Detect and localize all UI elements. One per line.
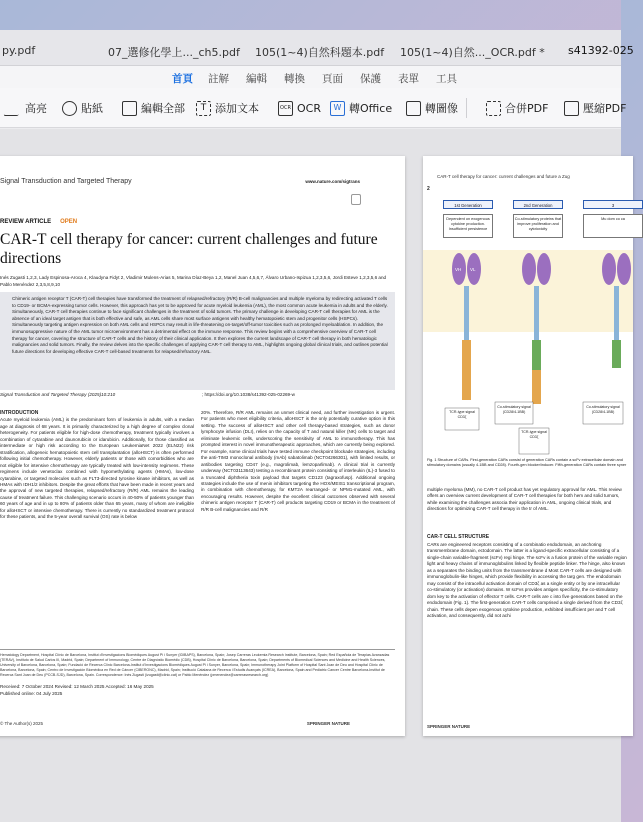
intro-text-continued: 20%. Therefore, R/R AML remains an unmet clinical need, and further investigation is urgent. For patients who meet eligibility criteria, alloHSCT is the only potentially curative option in this setting. The success of alloHSCT and other cell therapy-based strategies, such as donor lymphocyte infusion (DLI), relies on the capacity of T and natural killer (NK) cells to target and eliminate leukemic cells, underscoring the sensitivity of AML to immunotherapy. This has prompted interest in novel immunotherapeutic approaches, which are currently being explored. For example, some clinical trials have tested immune checkpoint blockade strategies, including the anti-TIM3 monoclonal antibody (mAb) sabatolimab (NCT04266301), with limited results, or antibodies targeting CD47 (e.g., magrolimab, lemzoparlimab). A clinical trial is currently underway (NCT03113643) testing a recombinant protein consisting of interleukin (IL)-3 fused to a truncated diphtheria toxin payload that targets CD123 (tagraxofusp). Additional ongoing strategies include the use of menin inhibitors targeting the HOX/MEIS1 transcriptional program, in combination with chemotherapy, for KMT2A rearranged- or NPM1-mutated AML, with encouraging results. However, despite the excellent clinical outcomes observed with several chimeric antigen receptor T (CAR-T) cell products targeting CD19 or BCMA in the treatment of R/R B-cell malignancies and R/R <box>201 410 395 512</box>
gen1-cd3z-domain <box>462 340 471 400</box>
affiliations-footnote: Hematology Department, Hospital Clínic de Barcelona, Institut d'Investigacions Biomèdiques August Pi i Sunyer (IDIBAPS), Barcelona, Spain; Josep Carreras Leukemia Research Institute, Barcelona, Spain; Red Española de Terapias Avanzadas (TERAV), Instituto de Salud Carlos III, Madrid, Spain; Department of Immunology, Centre de Diagnòstic Biomèdic (CDB), Hospital Clínic de Barcelona, Barcelona, Spain; Departments of Biomedical Sciences and Medicine and Health Sciences, University of Barcelona, Barcelona, Spain; Fundació de Recerca Clínic Barcelona-Institut d'Investigacions Biomèdiques August Pi i Sunyer, Barcelona, Spain; Immunotherapy Joint Platform of Hospital Sant Joan de Deu and Hospital Clínic de Barcelona, Barcelona, Spain; Centro de Investigación Biomédica en Red de Cáncer (CIBERONC), Madrid, Spain; Institució Catalana de Recerca i Estudis Avançats (ICREA), Barcelona, Spain and Pediatric Cancer Centre Barcelona-Institut de Recerca Sant Joan de Deu (PCCB-SJD), Barcelona, Spain. Correspondence: Inés Zugasti (izugasti@clinic.cat) or Pablo Menéndez (pmenendez@carrerasresearch.org) <box>0 649 395 678</box>
document-tab-bar <box>0 30 634 66</box>
intro-text: Acute myeloid leukemia (AML) is the predominant form of leukemia in adults, with a median age at diagnosis of 68 years. It is primarily characterized by a high degree of complex clonal heterogeneity. For patients eligible for high-dose chemotherapy, treatment typically involves a combination of cytarabine and daunorubicin or idarubicin. Additionally, for those classified as intermediate or high risk according to the European LeukemiaNet 2022 (ELN22) risk stratification, allogeneic hematopoietic stem cell transplantation (alloHSCT) is often performed following initial chemotherapy. However, elderly patients or those with comorbidities who are not eligible for intensive chemotherapy are typically treated with low-intensity regimens. These regimens include venetoclax combined with hypomethylating agents (HMAs), low-dose cytarabine, or targeted molecules such as FLT3-directed tyrosine kinase inhibitors, as well as HMAs with IDH1/2 inhibitors. Despite the great efforts that have been made in recent years and the approval of new targeted therapies, relapsed/refractory (R/R) AML remains the leading cause of treatment failure. This challenging scenario occurs in 40-50% of patients younger than 60 years of age and in up to 80% of patients older than 65 years, many of whom are ineligible for alloHSCT or intensive chemotherapy. There is currently no standardized treatment protocol for these patients, and the 5-year overall survival (OS) rate is below <box>0 417 194 520</box>
citation: Signal Transduction and Targeted Therapy (2025)10:210 <box>0 392 116 397</box>
gen2-vh-domain <box>522 253 536 285</box>
publication-dates <box>0 684 154 697</box>
sticker-icon <box>62 101 77 116</box>
author-list: Inés Zugasti 1,2,3, Lady Espinosa-Aroca 4, Klaudyna Fidyt 2, Vladimir Mulens-Arias 5, Marina Díaz-Beya 1,2, Manel Juan 4,5,6,7, Álvaro Urbano-Ispizua 1,2,3,5,6, Jordi Esteve 1,2,3,5,6 and Pablo Menéndez 2,3,5,8,9,10 <box>0 275 387 287</box>
gen1-description: Dependent on exogenous cytokine production. Insufficient persistence <box>443 214 493 238</box>
word-icon: W <box>330 101 345 116</box>
menu-convert[interactable]: 轉換 <box>284 73 305 85</box>
text-column-left <box>0 410 194 521</box>
highlight-button[interactable] <box>6 97 47 119</box>
ocr-button[interactable] <box>278 97 321 119</box>
article-title: CAR-T cell therapy for cancer: current challenges and future directions <box>0 231 378 267</box>
image-icon <box>406 101 421 116</box>
ocr-icon: OCR <box>278 101 293 116</box>
gen3-description: Mu dom co ca <box>583 214 643 238</box>
publisher-logo: SPRINGER NATURE <box>306 721 350 726</box>
gen2-vl-domain <box>537 253 551 285</box>
abstract-box <box>0 292 395 390</box>
gen1-hinge-stalk <box>464 286 469 340</box>
pdf-page-2 <box>423 156 633 736</box>
received-dates: Received: 7 October 2024 Revised: 12 March 2025 Accepted: 16 May 2025 <box>0 684 154 689</box>
to-office-label: 轉Office <box>349 102 393 115</box>
gen2-costim-domain <box>532 340 541 370</box>
menu-annotate[interactable]: 註解 <box>208 73 229 85</box>
menu-page[interactable]: 頁面 <box>322 73 343 85</box>
article-type <box>0 219 77 225</box>
add-text-label: 添加文本 <box>215 102 259 115</box>
car-structure-text: CARs are engineered receptors consisting of a combinatio endodomain, an anchoring transmembrane domain, ectodomain. The latter is a ligand-specific extracellular consisting of a single-chain variable-fragment (scFv) regi hinge. The scFv is a fusion protein of the variable region light and heavy chains of immunoglobulins linked by flexible peptide linker. The hinge, also known as a separates the binding units from the transmembrane d Most CAR-T cells are designed with immunoglobulin-like hinges, which provide flexibility in accessing the targ gen. The endodomain may consist of the intracellul activation domain of CD3ζ as a single entity or by one intracellular co-stimulatory (or activation) domains. W scFvs provides antigen specificity, the co-stimulatory dom key to the activation of effector T cells. CAR-T cells are c into five generations based on the endodomain (Fig. 1). The first-generation CAR-T cells comprised a single derived from the CD3ζ chain. These cells depen exogenous cytokine production, exhibited insufficient per and T cell activation, and consequently, did not achi <box>427 542 627 618</box>
doi-link[interactable]: ; https://doi.org/10.1038/s41392-025-02269-w <box>202 392 295 397</box>
edit-all-button[interactable] <box>122 97 185 119</box>
article-type-label: REVIEW ARTICLE <box>0 219 52 225</box>
running-header-title: CAR-T cell therapy for cancer: current challenges and future a <box>437 174 561 179</box>
gen1-vl-label: VL <box>470 267 476 272</box>
highlight-label: 高亮 <box>25 102 47 115</box>
text-box-icon: T <box>196 101 211 116</box>
gen2-description: Co-stimulatory proteins that improve proliferation and cytotoxicity <box>513 214 563 238</box>
running-header-author: Zug <box>562 174 570 179</box>
tab-s41392-active[interactable]: s41392-025 <box>568 44 634 57</box>
menu-protect[interactable]: 保護 <box>360 73 381 85</box>
intro-heading: INTRODUCTION <box>0 410 39 416</box>
toolbar-divider <box>466 98 467 118</box>
tab-science-ocr[interactable]: 105(1~4)自然..._OCR.pdf * <box>400 46 545 59</box>
gen3-vl-domain <box>617 253 631 285</box>
gen3-hinge-stalk <box>614 286 619 340</box>
gen3-header: 3 <box>583 200 643 209</box>
compress-pdf-label: 壓縮PDF <box>583 102 627 115</box>
merge-pdf-button[interactable] <box>486 97 548 119</box>
to-image-label: 轉圖像 <box>425 102 458 115</box>
tab-py-pdf[interactable]: py.pdf <box>2 44 36 57</box>
tab-chemistry-ch5[interactable]: 07_選修化學上..._ch5.pdf <box>108 46 240 59</box>
car-structure-heading: CAR-T CELL STRUCTURE <box>427 534 490 540</box>
menu-forms[interactable]: 表單 <box>398 73 419 85</box>
pdf-page-1 <box>0 156 405 736</box>
gen1-signal-label: TCR-type signal CD3ζ <box>449 410 475 419</box>
copyright: © The Author(s) 2025 <box>0 721 44 726</box>
gen3-costim-domain <box>612 340 621 368</box>
to-image-button[interactable] <box>406 97 458 119</box>
gen2-hinge-stalk <box>534 286 539 340</box>
edit-all-label: 編輯全部 <box>141 102 185 115</box>
abstract-text: Chimeric antigen receptor T (CAR-T) cell therapies have transformed the treatment of relapsed/refractory (R/R) B-cell malignancies and multiple myeloma by redirecting activated T cells to CD19- or BCMA-expressing tumor cells. However, this approach has yet to be approved for acute myeloid leukemia (AML), the most common acute leukemia in adults and the elderly. Simultaneously, CAR-T cell therapies continue to face significant challenges in the treatment of solid tumors. The primary challenge in developing CAR-T cell therapies for AML is the absence of an ideal target antigen that is both effective and safe, as AML cells share most surface antigens with healthy hematopoietic stem and progenitor cells (HSPCs). Simultaneously targeting antigen expression on both AML cells and HSPCs may result in life-threatening on-target/off-tumor toxicities such as prolonged myeloablation. In addition, the immunosuppressive nature of the AML tumor microenvironment has a detrimental effect on the immune response. This review begins with a comprehensive overview of CAR-T cell therapy for cancer, covering the structure of CAR-T cells and the history of their clinical application. It then explores the current landscape of CAR-T cell therapy in both hematologic malignancies and solid tumors. Finally, the review delves into the specific challenges of applying CAR-T cell therapy to AML, highlights ongoing global clinical trials, and outlines potential future directions for developing effective CAR-T cell-based treatments for relapsed/refractory AML. <box>12 296 388 354</box>
to-office-button[interactable] <box>330 97 392 119</box>
gen3-costim-label: Co-stimulatory signal (CD28/4-1BB) <box>586 405 620 414</box>
merge-pdf-label: 合併PDF <box>505 102 549 115</box>
open-access-badge: OPEN <box>60 219 78 225</box>
gen2-cd3z-domain <box>532 370 541 404</box>
page-footer <box>0 721 395 726</box>
gen2-header: 2nd Generation <box>513 200 563 209</box>
paste-label: 貼紙 <box>81 102 103 115</box>
compress-pdf-button[interactable] <box>564 97 626 119</box>
highlighter-icon <box>3 101 23 116</box>
ribbon-menu <box>0 66 621 88</box>
text-column-right <box>201 410 395 513</box>
paste-button[interactable] <box>62 97 103 119</box>
journal-logo-icon <box>351 194 361 205</box>
add-text-button[interactable] <box>196 97 259 119</box>
page2-publisher: SPRINGER NATURE <box>427 724 471 729</box>
toolbar <box>0 88 627 128</box>
gen1-vh-label: VH <box>455 267 462 272</box>
pdf-app-window <box>0 30 634 822</box>
tab-science-exam[interactable]: 105(1~4)自然科題本.pdf <box>255 46 385 59</box>
page-number: 2 <box>427 186 430 192</box>
journal-name: Signal Transduction and Targeted Therapy <box>0 178 132 185</box>
gen1-header: 1st Generation <box>443 200 493 209</box>
page2-body-text: multiple myeloma (MM), no CAR-T cell product has yet regulatory approval for AML. This review offers an overview current development of CAR-T cell therapies for both hem and solid tumors, while examining the challenges associa their application in AML, ongoing clinical trials, and directions for optimizing CAR-T cell therapy in the tr of AML. <box>427 487 622 512</box>
menu-edit[interactable]: 編輯 <box>246 73 267 85</box>
document-viewer[interactable] <box>0 129 627 822</box>
journal-url[interactable]: www.nature.com/sigtrans <box>305 179 360 184</box>
menu-home[interactable]: 首頁 <box>172 73 193 85</box>
gen2-signal-label: TCR-type signal CD3ζ <box>521 430 547 439</box>
menu-tools[interactable]: 工具 <box>436 73 457 85</box>
gen2-costim-label: Co-stimulatory signal (CD28/4-1BB) <box>497 405 531 414</box>
compress-icon <box>564 101 579 116</box>
published-date: Published online: 04 July 2025 <box>0 690 63 696</box>
merge-icon <box>486 101 501 116</box>
gen3-vh-domain <box>602 253 616 285</box>
ocr-label: OCR <box>297 101 321 115</box>
edit-icon <box>122 101 137 116</box>
figure-caption: Fig. 1 Structure of CARs. First-generation CARs consist of generation CARs contain a scFv extracellular domain and stimulatory domains (usually 4-1BB and CD28). Fourth-gen blocker/inducer. Fifth-generation CARs contain three syner <box>427 458 627 468</box>
